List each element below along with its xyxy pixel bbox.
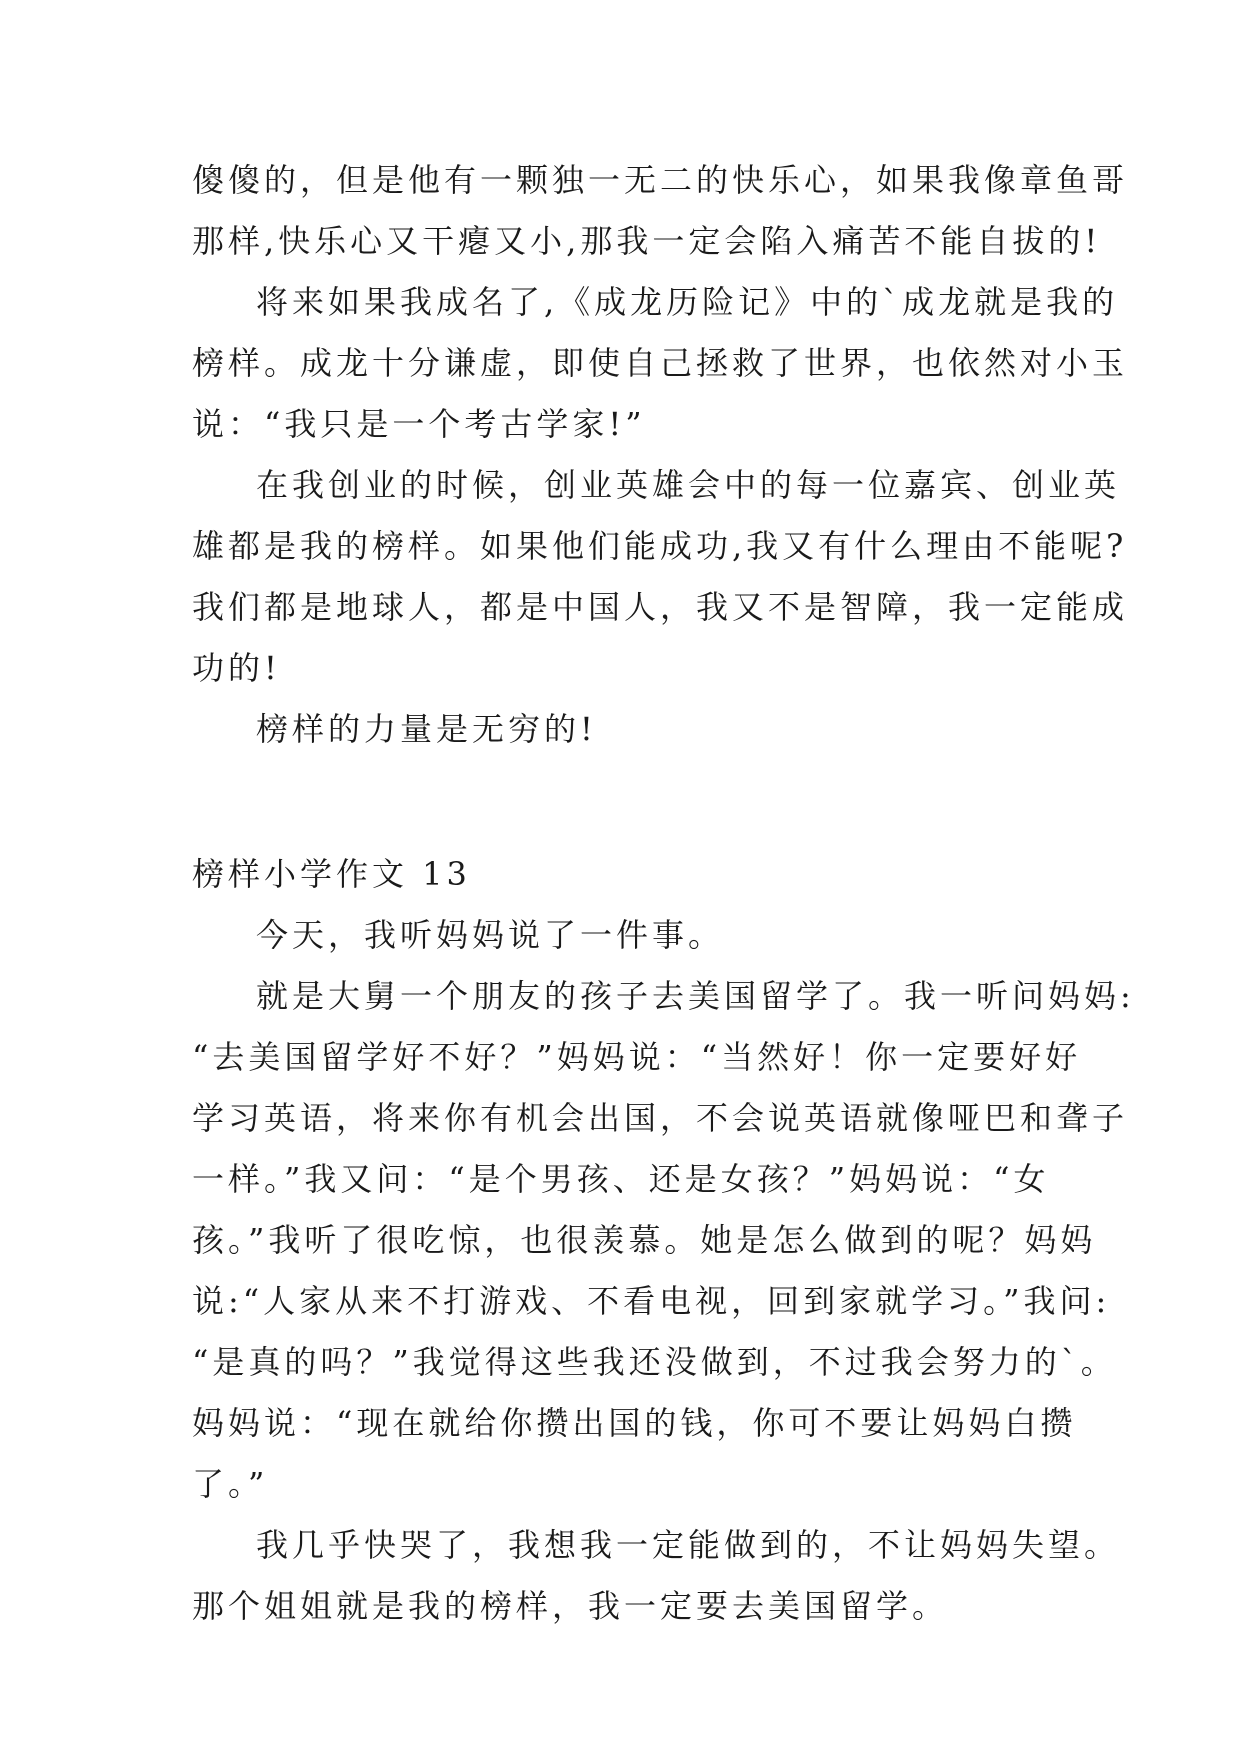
paragraph-line: “去美国留学好不好？”妈妈说：“当然好！你一定要好好	[192, 1038, 1082, 1076]
paragraph-line: 我们都是地球人，都是中国人，我又不是智障，我一定能成	[192, 588, 1129, 626]
section-heading: 榜样小学作文 13	[192, 855, 471, 893]
paragraph-line: 傻傻的，但是他有一颗独一无二的快乐心，如果我像章鱼哥	[192, 161, 1129, 199]
paragraph-line: 说：“我只是一个考古学家!”	[192, 405, 646, 443]
paragraph-line: 学习英语，将来你有机会出国，不会说英语就像哑巴和聋子	[192, 1099, 1129, 1137]
paragraph-line: 雄都是我的榜样。如果他们能成功,我又有什么理由不能呢?	[192, 527, 1128, 565]
section-gap	[192, 760, 1052, 844]
document-page	[192, 150, 1135, 1637]
paragraph-line: 一样。”我又问：“是个男孩、还是女孩？”妈妈说：“女	[192, 1160, 1050, 1198]
paragraph-line: 榜样的力量是无穷的!	[256, 710, 597, 748]
paragraph-line: 那样,快乐心又干瘪又小,那我一定会陷入痛苦不能自拔的!	[192, 222, 1102, 260]
paragraph-line: 那个姐姐就是我的榜样，我一定要去美国留学。	[192, 1587, 949, 1625]
paragraph-line: “是真的吗？”我觉得这些我还没做到，不过我会努力的`。	[192, 1343, 1117, 1381]
paragraph-line: 我几乎快哭了，我想我一定能做到的，不让妈妈失望。	[256, 1526, 1121, 1564]
paragraph-line: 功的!	[192, 649, 281, 687]
paragraph-line: 了。”	[192, 1465, 269, 1503]
paragraph-line: 将来如果我成名了,《成龙历险记》中的`成龙就是我的	[256, 283, 1119, 321]
paragraph-line: 榜样。成龙十分谦虚，即使自己拯救了世界，也依然对小玉	[192, 344, 1129, 382]
paragraph-line: 今天，我听妈妈说了一件事。	[256, 916, 725, 954]
paragraph-line: 说:“人家从来不打游戏、不看电视，回到家就学习。”我问:	[192, 1282, 1111, 1320]
paragraph-line: 就是大舅一个朋友的孩子去美国留学了。我一听问妈妈:	[256, 977, 1135, 1015]
paragraph-line: 妈妈说：“现在就给你攒出国的钱，你可不要让妈妈白攒	[192, 1404, 1077, 1442]
paragraph-line: 在我创业的时候，创业英雄会中的每一位嘉宾、创业英	[256, 466, 1121, 504]
paragraph-line: 孩。”我听了很吃惊，也很羡慕。她是怎么做到的呢？妈妈	[192, 1221, 1097, 1259]
